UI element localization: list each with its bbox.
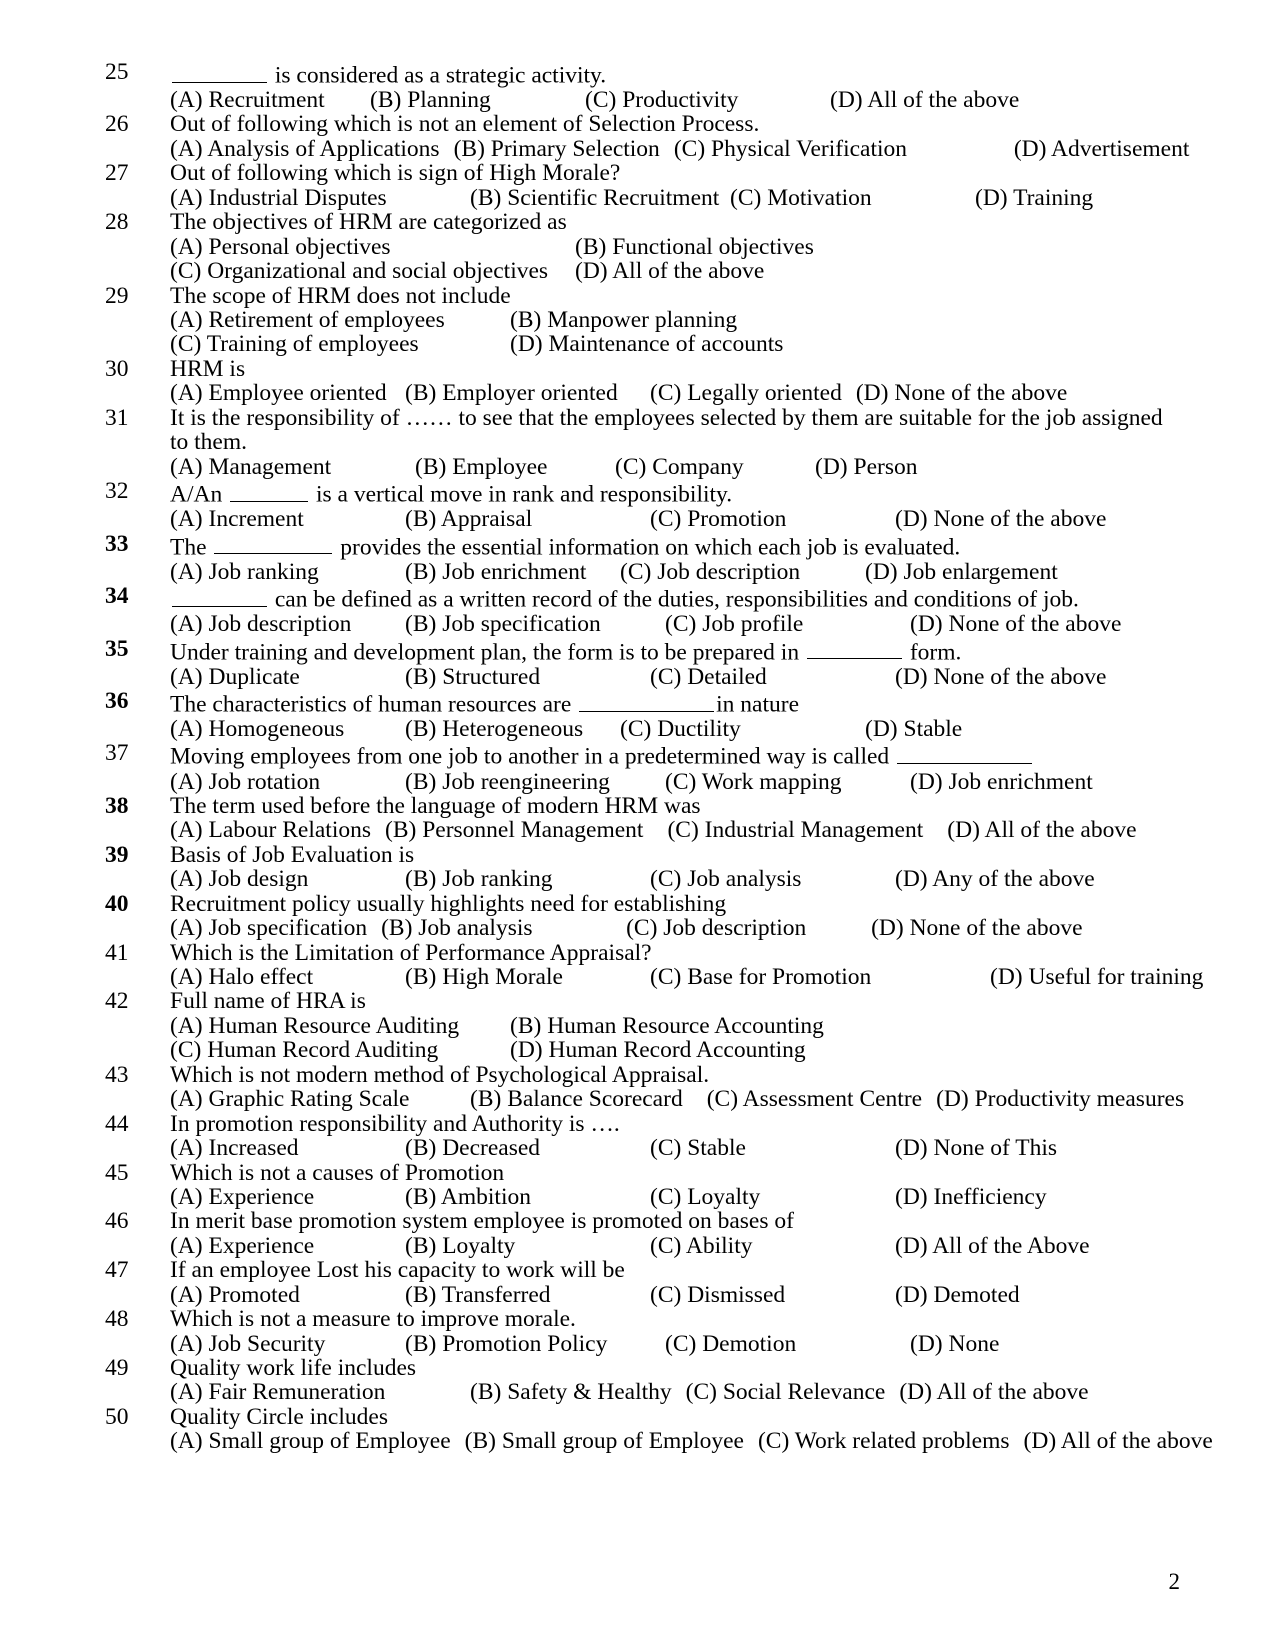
answer-option[interactable]: (A) Halo effect <box>170 964 314 991</box>
option-row <box>170 916 1180 940</box>
answer-option[interactable]: (B) Job reengineering <box>405 768 610 795</box>
question-text: Full name of HRA is <box>170 988 366 1015</box>
answer-option[interactable]: (C) Productivity <box>585 87 739 114</box>
question-number: 43 <box>105 1061 129 1088</box>
answer-option[interactable]: (C) Physical Verification <box>673 135 908 162</box>
question-number: 29 <box>105 282 129 309</box>
question-number: 49 <box>105 1355 129 1382</box>
answer-option[interactable]: (B) Heterogeneous <box>405 716 584 743</box>
answer-option[interactable]: (C) Company <box>615 453 744 480</box>
question-text-after-blank: is a vertical move in rank and responsibility. <box>310 481 733 508</box>
question-item <box>105 939 1204 991</box>
answer-option[interactable]: (C) Human Record Auditing <box>170 1037 439 1064</box>
question-number: 31 <box>105 404 129 431</box>
question-text: Recruitment policy usually highlights need for establishing <box>170 890 727 917</box>
question-number: 39 <box>105 841 129 868</box>
question-item <box>105 1161 1180 1210</box>
answer-option[interactable]: (D) None of the above <box>895 663 1107 690</box>
question-stem-row <box>105 60 1180 88</box>
answer-option[interactable]: (C) Legally oriented <box>650 380 842 407</box>
option-row <box>170 308 1180 332</box>
option-row <box>170 560 1180 584</box>
question-number: 34 <box>105 583 129 610</box>
option-row <box>170 1283 1180 1307</box>
answer-option[interactable]: (B) Loyalty <box>405 1232 516 1259</box>
option-row <box>170 1428 1213 1455</box>
answer-option[interactable]: (D) Maintenance of accounts <box>510 331 784 358</box>
question-item <box>105 284 1180 357</box>
option-row <box>170 1136 1180 1160</box>
question-number: 38 <box>105 792 129 819</box>
question-stem-row <box>105 794 1180 818</box>
answer-option[interactable]: (B) Scientific Recruitment <box>470 184 720 211</box>
question-text: Quality Circle includes <box>170 1403 388 1430</box>
answer-option[interactable]: (C) Job description <box>626 915 807 942</box>
question-item <box>105 794 1180 843</box>
answer-option[interactable]: (D) None of the above <box>871 915 1083 942</box>
answer-option[interactable]: (D) Inefficiency <box>895 1183 1047 1210</box>
question-text-after-blank: form. <box>903 639 962 666</box>
question-item <box>105 210 1180 283</box>
answer-option[interactable]: (B) Job specification <box>405 611 601 638</box>
question-text <box>170 741 1180 769</box>
answer-option[interactable]: (D) Job enrichment <box>910 768 1093 795</box>
question-item <box>105 1258 1180 1307</box>
answer-option[interactable]: (C) Base for Promotion <box>650 964 872 991</box>
answer-option[interactable]: (C) Loyalty <box>650 1183 761 1210</box>
question-item <box>105 689 1180 741</box>
answer-option[interactable]: (D) None of the above <box>855 380 1068 407</box>
question-list <box>105 59 1213 1455</box>
answer-option[interactable]: (A) Human Resource Auditing <box>170 1012 460 1039</box>
question-stem-row <box>105 210 1180 234</box>
question-stem-row <box>105 112 1180 136</box>
option-row <box>170 665 1180 689</box>
answer-option[interactable]: (C) Job description <box>620 558 801 585</box>
question-stem-row <box>105 161 1180 185</box>
question-text: It is the responsibility of …… to see that the employees selected by them are suitable for the job assigned to them. <box>170 404 1163 456</box>
answer-option[interactable]: (C) Motivation <box>730 184 872 211</box>
question-text <box>170 637 1180 665</box>
question-item <box>105 637 1180 689</box>
question-stem-row <box>105 1356 1180 1380</box>
fill-in-blank <box>172 584 267 607</box>
question-item <box>105 1209 1180 1258</box>
question-stem-row <box>105 1063 1180 1087</box>
question-stem-row <box>105 741 1180 769</box>
answer-option[interactable]: (B) High Morale <box>405 964 563 991</box>
question-stem-row <box>105 637 1180 665</box>
question-text-after-blank: can be defined as a written record of the duties, responsibilities and conditions of job. <box>269 586 1079 613</box>
answer-option[interactable]: (C) Work mapping <box>665 768 842 795</box>
answer-option[interactable]: (B) Job ranking <box>405 866 553 893</box>
question-stem-row <box>105 892 1180 916</box>
question-stem-row <box>105 1405 1180 1429</box>
answer-option[interactable]: (D) Training <box>975 184 1094 211</box>
answer-option[interactable]: (D) None of This <box>895 1135 1058 1162</box>
answer-option[interactable]: (A) Job specification <box>170 915 368 942</box>
question-number: 36 <box>105 687 129 714</box>
answer-option[interactable]: (A) Labour Relations <box>170 817 372 844</box>
question-item <box>105 1403 1213 1455</box>
question-text: Which is the Limitation of Performance Appraisal? <box>170 939 652 966</box>
answer-option[interactable]: (B) Manpower planning <box>510 306 738 333</box>
question-item <box>105 161 1180 210</box>
answer-option[interactable]: (C) Industrial Management <box>667 817 924 844</box>
question-text: HRM is <box>170 355 246 382</box>
option-row <box>170 1086 1185 1113</box>
question-number: 37 <box>105 740 129 767</box>
fill-in-blank <box>230 479 308 502</box>
question-item <box>105 532 1180 584</box>
answer-option[interactable]: (D) Productivity measures <box>936 1086 1185 1113</box>
answer-option[interactable]: (B) Safety & Healthy <box>470 1379 672 1406</box>
question-number: 26 <box>105 111 129 138</box>
option-row <box>170 381 1180 405</box>
answer-option[interactable]: (C) Organizational and social objectives <box>170 258 549 285</box>
answer-option[interactable]: (D) Stable <box>865 716 963 743</box>
option-row <box>170 1185 1180 1209</box>
answer-option[interactable]: (B) Decreased <box>405 1135 541 1162</box>
option-row <box>170 867 1180 891</box>
answer-option[interactable]: (B) Ambition <box>405 1183 531 1210</box>
question-item <box>105 1112 1180 1161</box>
question-number: 32 <box>105 478 129 505</box>
question-stem-row <box>105 1161 1180 1185</box>
answer-option[interactable]: (D) All of the above <box>575 258 765 285</box>
question-number: 48 <box>105 1306 129 1333</box>
question-item <box>105 60 1180 112</box>
answer-option[interactable]: (A) Personal objectives <box>170 233 391 260</box>
option-row <box>170 332 1180 356</box>
answer-option[interactable]: (B) Appraisal <box>405 506 533 533</box>
question-number: 40 <box>105 890 129 917</box>
answer-option[interactable]: (C) Ductility <box>620 716 741 743</box>
question-text: Basis of Job Evaluation is <box>170 841 415 868</box>
question-text <box>170 689 1180 717</box>
answer-option[interactable]: (A) Job ranking <box>170 558 319 585</box>
answer-option[interactable]: (A) Job design <box>170 866 309 893</box>
answer-option[interactable]: (A) Small group of Employee <box>170 1428 451 1455</box>
answer-option[interactable]: (C) Detailed <box>650 663 767 690</box>
option-row <box>170 186 1180 210</box>
question-item <box>105 479 1180 531</box>
answer-option[interactable]: (B) Transferred <box>405 1281 551 1308</box>
answer-option[interactable]: (D) None of the above <box>910 611 1122 638</box>
answer-option[interactable]: (B) Small group of Employee <box>464 1428 744 1455</box>
question-item <box>105 1356 1180 1405</box>
question-text-before-blank: The <box>170 534 213 561</box>
question-text: Out of following which is sign of High Morale? <box>170 160 621 187</box>
question-stem-row <box>105 479 1180 507</box>
answer-option[interactable]: (C) Dismissed <box>650 1281 786 1308</box>
question-number: 42 <box>105 988 129 1015</box>
answer-option[interactable]: (B) Promotion Policy <box>405 1330 608 1357</box>
question-item <box>105 1307 1180 1356</box>
answer-option[interactable]: (D) Job enlargement <box>865 558 1058 585</box>
answer-option[interactable]: (D) All of the above <box>1023 1428 1213 1455</box>
fill-in-blank <box>807 637 902 660</box>
question-item <box>105 584 1180 636</box>
option-row <box>170 1380 1180 1404</box>
answer-option[interactable]: (A) Management <box>170 453 332 480</box>
question-text-before-blank: A/An <box>170 481 229 508</box>
question-text: In merit base promotion system employee is promoted on bases of <box>170 1208 794 1235</box>
answer-option[interactable]: (C) Job profile <box>665 611 804 638</box>
answer-option[interactable]: (B) Balance Scorecard <box>470 1086 683 1113</box>
question-text <box>170 60 1180 88</box>
answer-option[interactable]: (B) Human Resource Accounting <box>510 1012 824 1039</box>
answer-option[interactable]: (A) Experience <box>170 1183 315 1210</box>
question-item <box>105 357 1180 406</box>
answer-option[interactable]: (A) Industrial Disputes <box>170 184 387 211</box>
question-stem-row <box>105 406 1180 455</box>
question-text <box>170 479 1180 507</box>
answer-option[interactable]: (D) Useful for training <box>990 964 1204 991</box>
question-text: If an employee Lost his capacity to work will be <box>170 1257 625 1284</box>
answer-option[interactable]: (A) Homogeneous <box>170 716 345 743</box>
option-row <box>170 964 1204 991</box>
question-text-after-blank: provides the essential information on which each job is evaluated. <box>334 534 961 561</box>
question-number: 47 <box>105 1257 129 1284</box>
option-row <box>170 135 1190 162</box>
option-row <box>170 1234 1180 1258</box>
option-row <box>170 612 1180 636</box>
answer-option[interactable]: (D) Demoted <box>895 1281 1020 1308</box>
question-text: Quality work life includes <box>170 1355 417 1382</box>
question-number: 27 <box>105 160 129 187</box>
fill-in-blank <box>897 741 1032 764</box>
question-text: Out of following which is not an element of Selection Process. <box>170 111 760 138</box>
answer-option[interactable]: (C) Demotion <box>665 1330 797 1357</box>
answer-option[interactable]: (B) Functional objectives <box>575 233 814 260</box>
answer-option[interactable]: (C) Job analysis <box>650 866 802 893</box>
answer-option[interactable]: (C) Ability <box>650 1232 753 1259</box>
question-stem-row <box>105 1258 1180 1282</box>
question-stem-row <box>105 1209 1180 1233</box>
answer-option[interactable]: (D) Human Record Accounting <box>510 1037 806 1064</box>
question-stem-row <box>105 1307 1180 1331</box>
answer-option[interactable]: (A) Retirement of employees <box>170 306 445 333</box>
option-row <box>170 507 1180 531</box>
option-row <box>170 717 1180 741</box>
answer-option[interactable]: (D) All of the above <box>899 1379 1089 1406</box>
answer-option[interactable]: (A) Fair Remuneration <box>170 1379 386 1406</box>
option-row <box>170 455 1180 479</box>
question-text-before-blank: The characteristics of human resources are <box>170 691 578 718</box>
question-item <box>105 989 1180 1062</box>
answer-option[interactable]: (A) Job Security <box>170 1330 326 1357</box>
question-stem-row <box>105 357 1180 381</box>
question-text-before-blank: Moving employees from one job to another in a predetermined way is called <box>170 744 896 771</box>
question-text: The term used before the language of modern HRM was <box>170 792 701 819</box>
question-text: In promotion responsibility and Authority is …. <box>170 1110 620 1137</box>
answer-option[interactable]: (C) Training of employees <box>170 331 419 358</box>
question-item <box>105 843 1180 892</box>
answer-option[interactable]: (C) Social Relevance <box>685 1379 886 1406</box>
question-item <box>105 1061 1185 1113</box>
question-number: 46 <box>105 1208 129 1235</box>
answer-option[interactable]: (D) All of the above <box>947 817 1137 844</box>
answer-option[interactable]: (B) Job enrichment <box>405 558 587 585</box>
question-stem-row <box>105 843 1180 867</box>
option-row <box>170 1038 1180 1062</box>
answer-option[interactable]: (C) Assessment Centre <box>706 1086 923 1113</box>
answer-option[interactable]: (A) Job rotation <box>170 768 321 795</box>
question-number: 25 <box>105 59 129 85</box>
question-text <box>170 532 1180 560</box>
answer-option[interactable]: (D) Advertisement <box>1013 135 1190 162</box>
question-stem-row <box>105 284 1180 308</box>
question-number: 33 <box>105 530 129 557</box>
answer-option[interactable]: (D) Any of the above <box>895 866 1095 893</box>
question-text: Which is not modern method of Psychological Appraisal. <box>170 1061 710 1088</box>
answer-option[interactable]: (B) Personnel Management <box>385 817 644 844</box>
answer-option[interactable]: (A) Promoted <box>170 1281 300 1308</box>
answer-option[interactable]: (D) All of the Above <box>895 1232 1090 1259</box>
option-row <box>170 1332 1180 1356</box>
answer-option[interactable]: (A) Increment <box>170 506 304 533</box>
question-stem-row <box>105 941 1180 965</box>
answer-option[interactable]: (B) Primary Selection <box>453 135 660 162</box>
answer-option[interactable]: (A) Recruitment <box>170 87 325 114</box>
question-item <box>105 892 1180 941</box>
question-number: 30 <box>105 355 129 382</box>
answer-option[interactable]: (A) Analysis of Applications <box>170 135 440 162</box>
option-row <box>170 818 1180 842</box>
question-stem-row <box>105 1112 1180 1136</box>
answer-option[interactable]: (A) Experience <box>170 1232 315 1259</box>
answer-option[interactable]: (A) Increased <box>170 1135 299 1162</box>
answer-option[interactable]: (B) Employer oriented <box>405 380 618 407</box>
question-text-after-blank: in nature <box>716 691 800 718</box>
question-stem-row <box>105 584 1180 612</box>
question-number: 41 <box>105 939 129 966</box>
question-text: The scope of HRM does not include <box>170 282 511 309</box>
question-item <box>105 741 1180 793</box>
answer-option[interactable]: (B) Planning <box>370 87 491 114</box>
answer-option[interactable]: (C) Promotion <box>650 506 787 533</box>
answer-option[interactable]: (B) Employee <box>415 453 548 480</box>
question-text-before-blank: Under training and development plan, the form is to be prepared in <box>170 639 805 666</box>
question-number: 35 <box>105 635 129 662</box>
answer-option[interactable]: (A) Employee oriented <box>170 380 387 407</box>
answer-option[interactable]: (A) Graphic Rating Scale <box>170 1086 410 1113</box>
option-row <box>170 88 1180 112</box>
answer-option[interactable]: (D) Person <box>815 453 918 480</box>
question-number: 50 <box>105 1403 129 1430</box>
fill-in-blank <box>214 532 332 555</box>
answer-option[interactable]: (D) None <box>910 1330 1000 1357</box>
question-number: 45 <box>105 1159 129 1186</box>
answer-option[interactable]: (B) Job analysis <box>381 915 533 942</box>
option-row <box>170 1014 1180 1038</box>
answer-option[interactable]: (C) Work related problems <box>757 1428 1010 1455</box>
question-number: 28 <box>105 209 129 236</box>
question-item <box>105 111 1190 162</box>
question-number: 44 <box>105 1110 129 1137</box>
question-stem-row <box>105 532 1180 560</box>
question-stem-row <box>105 689 1180 717</box>
option-row <box>170 770 1180 794</box>
option-row <box>170 259 1180 283</box>
question-stem-row <box>105 989 1180 1013</box>
answer-option[interactable]: (D) All of the above <box>830 87 1020 114</box>
option-row <box>170 235 1180 259</box>
fill-in-blank <box>172 60 267 83</box>
question-text <box>170 584 1180 612</box>
question-text: The objectives of HRM are categorized as <box>170 209 567 236</box>
answer-option[interactable]: (A) Duplicate <box>170 663 300 690</box>
answer-option[interactable]: (C) Stable <box>650 1135 746 1162</box>
answer-option[interactable]: (D) None of the above <box>895 506 1107 533</box>
fill-in-blank <box>579 689 714 712</box>
answer-option[interactable]: (B) Structured <box>405 663 541 690</box>
question-text: Which is not a causes of Promotion <box>170 1159 505 1186</box>
page-number: 2 <box>1168 1569 1180 1594</box>
question-text-after-blank: is considered as a strategic activity. <box>269 62 607 89</box>
answer-option[interactable]: (A) Job description <box>170 611 352 638</box>
question-text: Which is not a measure to improve morale. <box>170 1306 576 1333</box>
question-item <box>105 406 1180 479</box>
